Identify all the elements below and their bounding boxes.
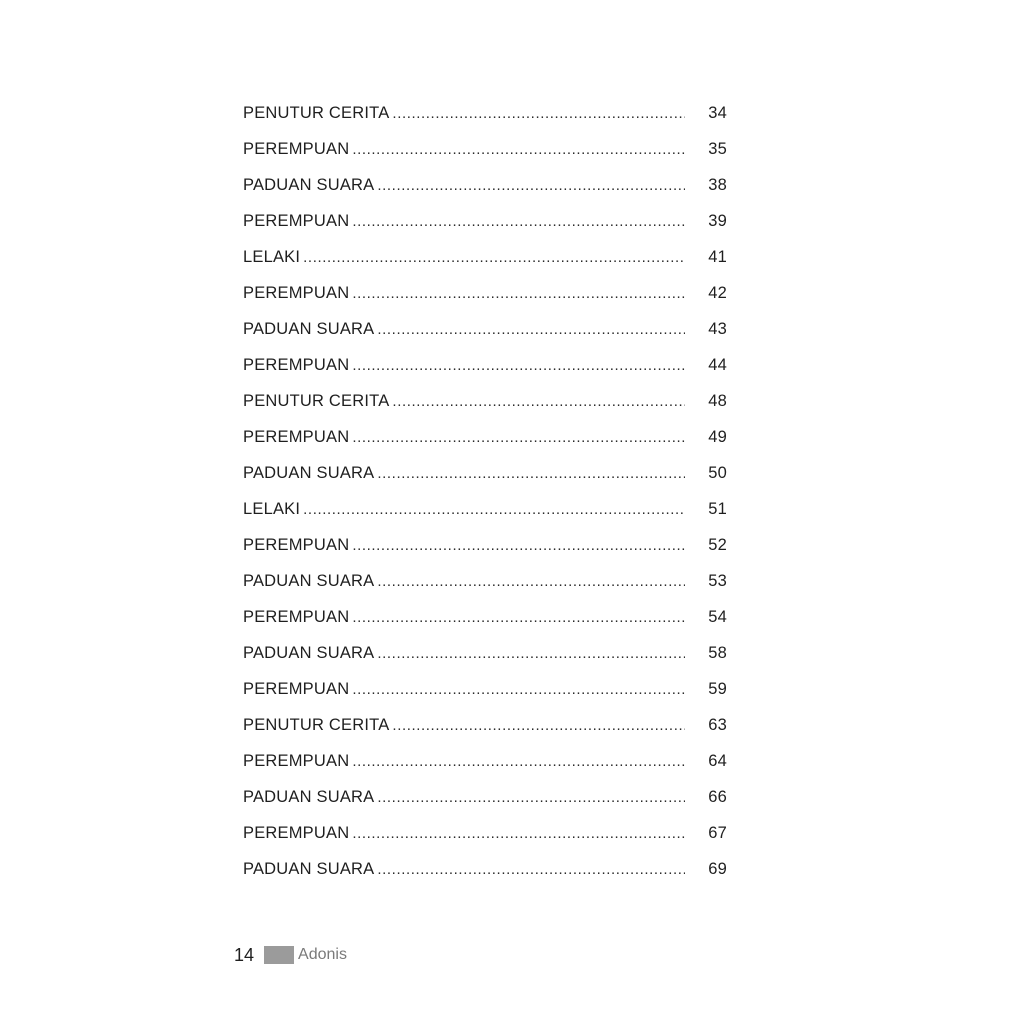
toc-entry-title: PADUAN SUARA (243, 859, 375, 878)
toc-dot-leader (352, 285, 685, 302)
toc-dot-leader (377, 861, 685, 878)
toc-entry-title: PEREMPUAN (243, 535, 350, 554)
toc-entry-page: 51 (708, 499, 727, 518)
toc-entry (243, 635, 727, 671)
toc-entry (243, 563, 727, 599)
toc-entry-title: PADUAN SUARA (243, 463, 375, 482)
toc-dot-leader (377, 573, 685, 590)
toc-entry-title: PENUTUR CERITA (243, 391, 390, 410)
toc-entry (243, 815, 727, 851)
table-of-contents (243, 95, 727, 887)
toc-entry (243, 95, 727, 131)
toc-entry-title: PEREMPUAN (243, 139, 350, 158)
toc-entry (243, 311, 727, 347)
page-footer (234, 943, 347, 967)
toc-entry-page: 48 (708, 391, 727, 410)
toc-dot-leader (352, 825, 685, 842)
toc-entry-page: 63 (708, 715, 727, 734)
toc-entry-page: 34 (708, 103, 727, 122)
toc-entry-title: PADUAN SUARA (243, 319, 375, 338)
toc-dot-leader (377, 465, 685, 482)
toc-entry-page: 64 (708, 751, 727, 770)
toc-entry-page: 43 (708, 319, 727, 338)
toc-entry (243, 167, 727, 203)
toc-entry-page: 59 (708, 679, 727, 698)
toc-entry-title: PADUAN SUARA (243, 175, 375, 194)
toc-dot-leader (392, 393, 685, 410)
toc-entry (243, 851, 727, 887)
toc-entry-page: 38 (708, 175, 727, 194)
toc-entry-page: 50 (708, 463, 727, 482)
toc-entry-title: PENUTUR CERITA (243, 715, 390, 734)
toc-entry-title: PEREMPUAN (243, 283, 350, 302)
toc-entry-page: 67 (708, 823, 727, 842)
toc-dot-leader (352, 681, 685, 698)
toc-dot-leader (392, 717, 685, 734)
toc-entry-title: PENUTUR CERITA (243, 103, 390, 122)
toc-entry (243, 707, 727, 743)
toc-entry-title: PADUAN SUARA (243, 787, 375, 806)
toc-dot-leader (303, 501, 685, 518)
toc-dot-leader (352, 537, 685, 554)
toc-dot-leader (352, 357, 685, 374)
toc-entry (243, 527, 727, 563)
footer-page-number: 14 (234, 944, 255, 965)
toc-entry-title: PEREMPUAN (243, 823, 350, 842)
toc-entry-page: 52 (708, 535, 727, 554)
toc-dot-leader (377, 789, 685, 806)
toc-entry (243, 779, 727, 815)
toc-entry-page: 39 (708, 211, 727, 230)
toc-entry (243, 131, 727, 167)
toc-entry (243, 383, 727, 419)
toc-entry-title: PEREMPUAN (243, 211, 350, 230)
toc-entry (243, 419, 727, 455)
toc-entry-page: 58 (708, 643, 727, 662)
toc-dot-leader (352, 141, 685, 158)
toc-entry-page: 42 (708, 283, 727, 302)
toc-entry-page: 35 (708, 139, 727, 158)
toc-dot-leader (352, 429, 685, 446)
toc-entry (243, 275, 727, 311)
toc-entry (243, 455, 727, 491)
toc-entry-title: PEREMPUAN (243, 679, 350, 698)
toc-entry-page: 53 (708, 571, 727, 590)
toc-entry-page: 66 (708, 787, 727, 806)
toc-dot-leader (392, 105, 685, 122)
toc-entry (243, 347, 727, 383)
footer-decorative-bar (264, 946, 294, 964)
toc-entry (243, 599, 727, 635)
toc-dot-leader (377, 321, 685, 338)
toc-entry (243, 239, 727, 275)
toc-entry-page: 49 (708, 427, 727, 446)
toc-entry-page: 41 (708, 247, 727, 266)
toc-dot-leader (352, 753, 685, 770)
toc-entry-title: LELAKI (243, 499, 301, 518)
toc-dot-leader (377, 645, 685, 662)
toc-entry-title: PEREMPUAN (243, 751, 350, 770)
toc-dot-leader (352, 609, 685, 626)
toc-dot-leader (352, 213, 685, 230)
toc-entry-page: 54 (708, 607, 727, 626)
toc-entry (243, 491, 727, 527)
toc-entry (243, 203, 727, 239)
toc-entry-title: PADUAN SUARA (243, 643, 375, 662)
toc-entry (243, 743, 727, 779)
toc-entry (243, 671, 727, 707)
toc-dot-leader (377, 177, 685, 194)
toc-entry-title: LELAKI (243, 247, 301, 266)
footer-book-title: Adonis (298, 946, 347, 963)
toc-entry-page: 44 (708, 355, 727, 374)
toc-entry-title: PEREMPUAN (243, 427, 350, 446)
toc-entry-page: 69 (708, 859, 727, 878)
toc-entry-title: PEREMPUAN (243, 607, 350, 626)
toc-dot-leader (303, 249, 685, 266)
toc-entry-title: PEREMPUAN (243, 355, 350, 374)
toc-entry-title: PADUAN SUARA (243, 571, 375, 590)
